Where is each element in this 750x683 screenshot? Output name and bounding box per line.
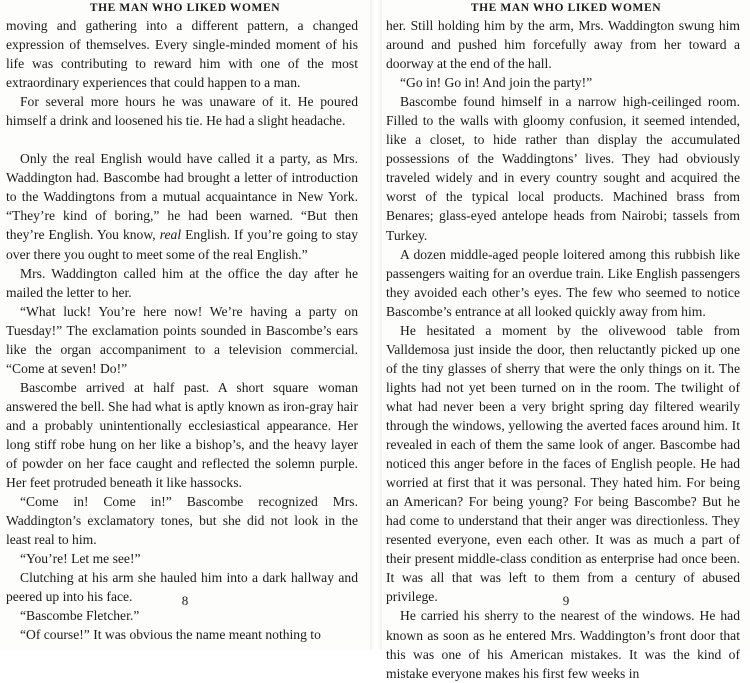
paragraph: “You’re! Let me see!” (20, 551, 141, 567)
paragraph-text: Only the real English would have called it a party, as Mrs. Waddington had. Bascombe had brought a letter of introduction to the Waddingtons from a mutual acquaintance in New York. “They’re kind of boring,” he had been warned. “But then they’re English. You know, (6, 151, 358, 243)
paragraph: “Come in! Come in!” Bascombe recognized Mrs. Waddington’s exclamatory tones, but she did not look in the least real to him. (6, 494, 358, 548)
paragraph: her. Still holding him by the arm, Mrs. Waddington swung him around and pushed him forcefully away from her toward a doorway at the end of the hall. (386, 18, 740, 72)
paragraph: He hesitated a moment by the olivewood table from Valldemosa just inside the door, then reluctantly picked up one of the tiny glasses of sherry that were the only things on it. The lights had not yet been turned on in the room. The twilight of what had never been a very bright spring day filtered wearily through the windows, yellowing the averted faces around him. It revealed in each of them the same look of anger. Bascombe had noticed this anger before in the faces of English people. He had worried at first that it was personal. They hated him. For being an American? For being young? For being Bascombe? But he had come to understand that their anger was directionless. They resented everyone, even each other. It was as much a part of their present middle-class condition as enterprise had once been. It was all that was left to them from a century of abused privilege. (386, 322, 740, 605)
right-page (382, 0, 750, 681)
running-head-left: THE MAN WHO LIKED WOMEN (89, 2, 281, 14)
paragraph: “Go in! Go in! And join the party!” (400, 75, 593, 91)
left-page-body (6, 16, 358, 645)
left-page (0, 0, 370, 650)
paragraph: He carried his sherry to the nearest of the windows. He had known as soon as he entered Mrs. Waddington’s front door that this was one of his American mistakes. It was the kind of mistake everyone makes his first few weeks in (386, 608, 740, 681)
paragraph: A dozen middle-aged people loitered among this rubbish like passengers waiting for an overdue train. Like English passengers they avoided each other’s eyes. The few who seemed to notice Bascombe’s entrance at all looked quickly away from him. (386, 246, 740, 319)
paragraph (6, 149, 358, 263)
paragraph: “What luck! You’re here now! We’re having a party on Tuesday!” The exclamation points sounded in Bascombe’s ears like the organ accompaniment to a television commercial. “Come at seven! Do!” (6, 303, 358, 376)
page-number-right: 9 (562, 593, 570, 608)
page-number-left: 8 (181, 593, 189, 608)
paragraph: For several more hours he was unaware of it. He poured himself a drink and loosened his tie. He had a slight headache. (6, 94, 358, 129)
paragraph: Clutching at his arm she hauled him into a dark hallway and peered up into his face. (6, 570, 358, 605)
section-break (6, 130, 358, 149)
right-page-body (386, 16, 740, 683)
paragraph: Bascombe arrived at half past. A short square woman answered the bell. She had what is aptly known as iron-gray hair and a probably unintentionally ecclesiastical appearance. Her long stiff robe hung on her like a bishop’s, and the heavy layer of powder on her face caught and reflected the solemn purple. Her feet protruded beneath it like hassocks. (6, 379, 358, 491)
running-head-right: THE MAN WHO LIKED WOMEN (470, 2, 662, 14)
paragraph: moving and gathering into a different pattern, a changed expression of themselves. Every single-minded moment of his life was contributing to reward him with one of the most extraordinary experiences that could happen to a man. (6, 18, 358, 91)
paragraph: Bascombe found himself in a narrow high-ceilinged room. Filled to the walls with gloomy confusion, it seemed intended, like a closet, to hide rather than display the accumulated possessions of the Waddingtons’ lives. They had obviously traveled widely and in every country sought and acquired the worst of the typical local products. Machined brass from Benares; glass-eyed antelope heads from Nairobi; tassels from Turkey. (386, 94, 740, 243)
paragraph: “Of course!” It was obvious the name meant nothing to (20, 627, 321, 643)
paragraph: Mrs. Waddington called him at the office the day after he mailed the letter to her. (6, 265, 358, 300)
book-gutter (370, 0, 382, 650)
paragraph-text: English. If you’re going to stay over there you ought to meet some of the real English.” (6, 227, 359, 262)
paragraph: “Bascombe Fletcher.” (20, 608, 140, 624)
emphasized-word: real (159, 227, 182, 243)
